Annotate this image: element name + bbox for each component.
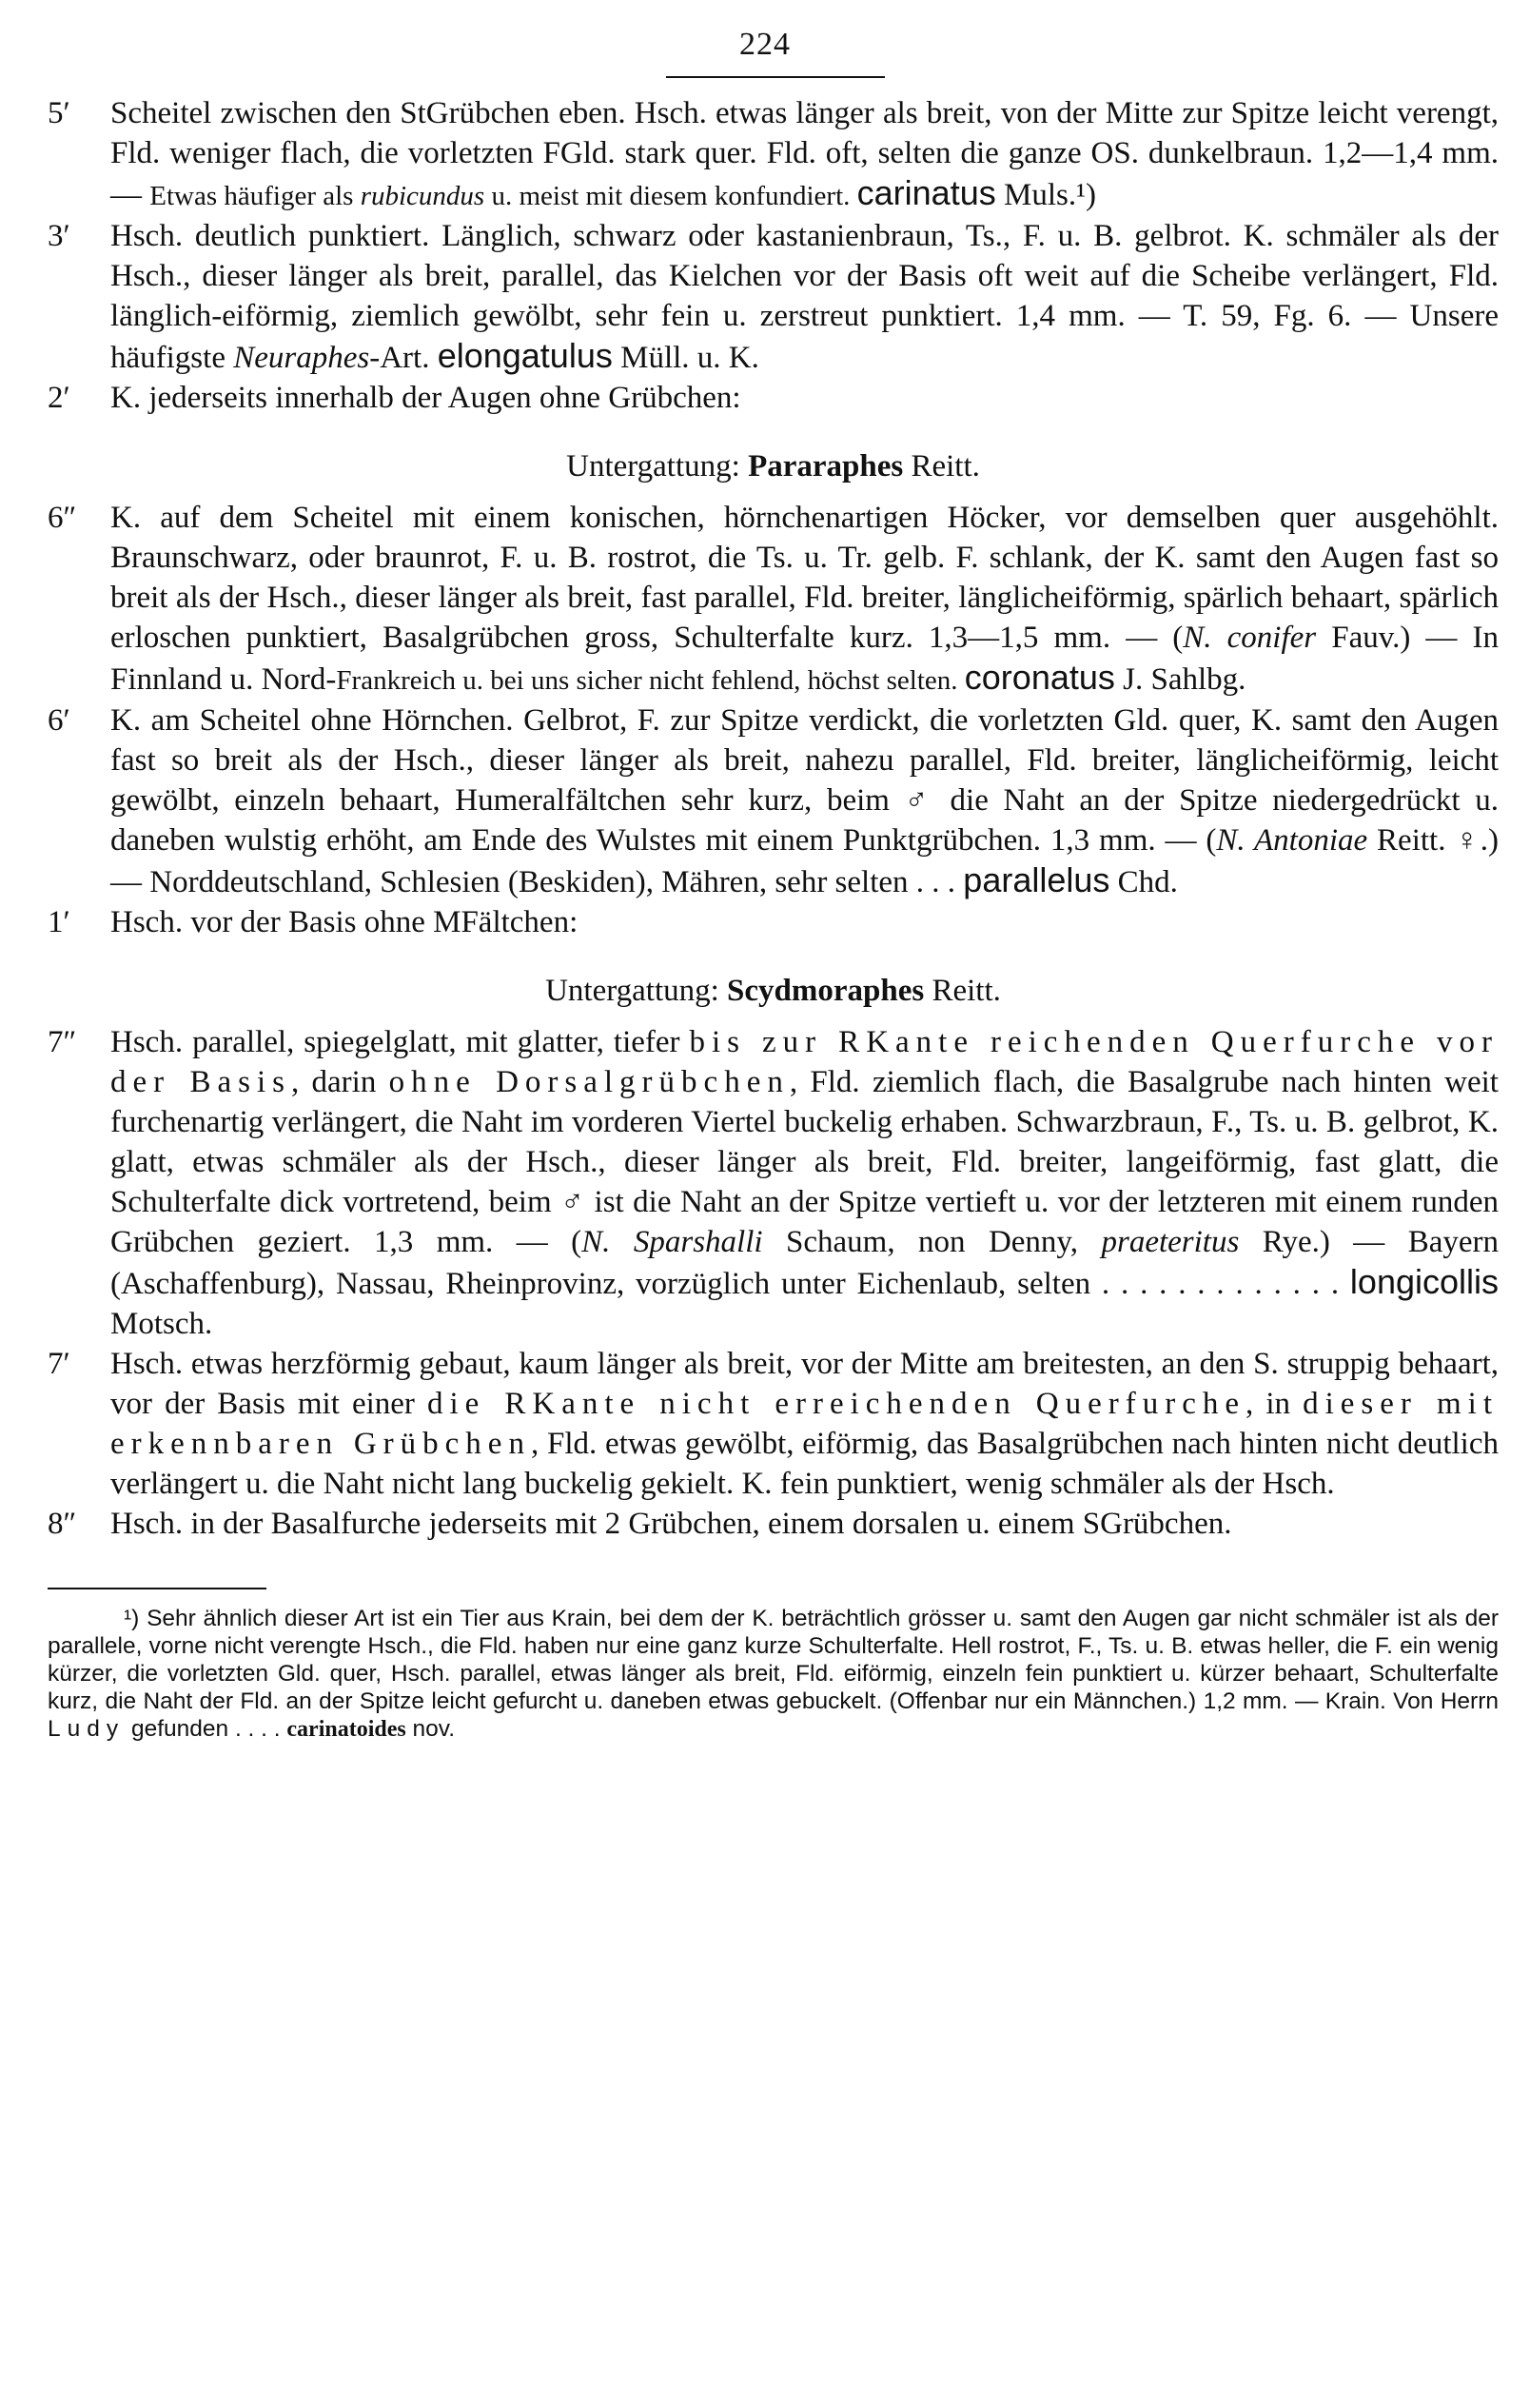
key-entry — [48, 93, 1499, 216]
subgenus-prefix: Untergattung: — [545, 974, 728, 1008]
footnote-text: Sehr ähnlich dieser Art ist ein Tier aus Krain, bei dem der K. beträchtlich grösser u. samt den Augen gar nicht schmäler ist als der parallele, vorne nicht verengte Hsch., die Fld. haben nur eine ganz kurze Schulterfalte. Hell rostrot, F., Ts. u. B. etwas heller, die F. ein wenig kürzer, die vorletzten Gld. quer, Hsch. parallel, etwas länger als breit, Fld. eiförmig, einzeln fein punktiert u. kürzer behaart, Schulterfalte kurz, die Naht der Fld. an der Spitze leicht gefurcht u. daneben etwas gebuckelt. (Offenbar nur ein Männchen.) 1,2 mm. — Krain. Von Herrn — [48, 1606, 1499, 1714]
key-entry — [48, 498, 1499, 701]
text-run: praeteritus — [1101, 1225, 1240, 1259]
couplet-marker: 6″ — [48, 501, 77, 535]
key-entry — [48, 216, 1499, 378]
text-run: N. Sparshalli — [581, 1225, 763, 1259]
footnote-mark: ¹) — [124, 1606, 140, 1631]
couplet-marker: 8″ — [48, 1507, 77, 1541]
text-run: Etwas häufiger als — [149, 181, 361, 211]
text-run: Reitt. ♀.) — Norddeutschland, Schlesien (Beskiden), Mähren, sehr selten . . . — [110, 823, 1499, 899]
text-run: rubicundus — [360, 181, 485, 211]
text-run: Muls. — [995, 178, 1077, 212]
subgenus-heading-pararaphes — [48, 446, 1499, 486]
species-name: carinatus — [856, 173, 996, 212]
key-entry — [48, 902, 1499, 942]
subgenus-author: Reitt. — [924, 974, 1001, 1008]
couplet-marker: 2′ — [48, 381, 70, 415]
couplet-marker: 7′ — [48, 1347, 70, 1381]
text-run: Neuraphes — [233, 341, 370, 375]
footnote-author: nov. — [405, 1716, 456, 1742]
key-entry — [48, 1022, 1499, 1344]
text-run: , Fld. etwas gewölbt, eiförmig, das Basalgrübchen nach hinten nicht deutlich verlängert u. die Naht nicht lang buckelig gekielt. K. fein punktiert, wenig schmäler als der Hsch. — [110, 1427, 1499, 1501]
footnote-finder: Ludy — [48, 1716, 126, 1742]
subgenus-prefix: Untergattung: — [566, 449, 749, 484]
entry-text — [110, 378, 1499, 418]
entry-text — [110, 93, 1499, 216]
text-run: K. am Scheitel ohne Hörnchen. Gelbrot, F. zur Spitze verdickt, die vorletzten Gld. quer, K. samt den Augen fast so breit als der Hsch., dieser länger als breit, nahezu parallel, Fld. breiter, länglicheiförmig, leicht gewölbt, einzeln behaart, Humeralfältchen sehr kurz, beim ♂ die Naht an der Spitze niedergedrückt u. daneben wulstig erhöht, am Ende des Wulstes mit einem Punktgrübchen. 1,3 mm. — ( — [110, 703, 1499, 858]
subgenus-author: Reitt. — [903, 449, 980, 484]
text-run: Fauv.) — In Finnland u. Nord- — [110, 621, 1499, 697]
footnote-rule — [48, 1588, 266, 1589]
text-run: N. Antoniae — [1216, 823, 1368, 858]
subgenus-heading-scydmoraphes — [48, 971, 1499, 1011]
text-run: Motsch. — [110, 1307, 213, 1341]
text-run: Frankreich u. bei uns sicher nicht fehlend, höchst selten. — [336, 665, 965, 696]
text-run: Müll. u. K. — [612, 341, 759, 375]
text-run: Scheitel zwischen den StGrübchen eben. Hsch. etwas länger als breit, von der Mitte zur Spitze leicht verengt, Fld. weniger flach, die vorletzten FGld. stark quer. Fld. oft, selten die ganze OS. dunkelbraun. 1,2—1,4 mm. — — [110, 96, 1499, 212]
text-run: , darin — [290, 1065, 389, 1099]
species-name: coronatus — [964, 658, 1115, 697]
couplet-marker: 5′ — [48, 96, 70, 130]
text-run: -Art. — [369, 341, 438, 375]
key-entry — [48, 701, 1499, 902]
footnote — [48, 1605, 1499, 1744]
entry-text — [110, 701, 1499, 902]
text-run: Hsch. in der Basalfurche jederseits mit 2 Grübchen, einem dorsalen u. einem SGrübchen. — [110, 1507, 1232, 1541]
key-entries-block — [48, 498, 1499, 942]
entry-text — [110, 1504, 1499, 1544]
subgenus-name: Pararaphes — [748, 449, 904, 484]
couplet-marker: 1′ — [48, 905, 70, 939]
header-rule — [666, 76, 885, 78]
text-run: ohne Dorsalgrübchen — [388, 1065, 790, 1099]
footnote-species: carinatoides — [286, 1717, 406, 1742]
text-run: Schaum, non Denny, — [762, 1225, 1102, 1259]
subgenus-name: Scydmoraphes — [727, 974, 925, 1008]
entry-text — [110, 902, 1499, 942]
entry-text — [110, 1022, 1499, 1344]
text-run: , Fld. ziemlich flach, die Basalgrube nach hinten weit furchenartig verlängert, die Naht im vorderen Viertel buckelig erhaben. Schwarzbraun, F., Ts. u. B. gelbrot, K. glatt, etwas schmäler als der Hsch., dieser länger als breit, Fld. breiter, langeiförmig, fast glatt, die Schulterfalte dick vortretend, beim ♂ ist die Naht an der Spitze vertieft u. vor der letzteren mit einem runden Grübchen geziert. 1,3 mm. — ( — [110, 1065, 1499, 1259]
text-run: Hsch. deutlich punktiert. Länglich, schwarz oder kastanienbraun, Ts., F. u. B. gelbrot. K. schmäler als der Hsch., dieser länger als breit, parallel, das Kielchen vor der Basis oft weit auf die Scheibe verlängert, Fld. länglich-eiförmig, ziemlich gewölbt, sehr fein u. zerstreut punktiert. 1,4 mm. — T. 59, Fg. 6. — Unsere häufigste — [110, 219, 1499, 375]
key-text — [48, 93, 1499, 1744]
text-run: Hsch. etwas herzförmig gebaut, kaum länger als breit, vor der Mitte am breitesten, an den S. struppig behaart, vor der Basis mit einer — [110, 1347, 1499, 1421]
text-run: Hsch. vor der Basis ohne MFältchen: — [110, 905, 579, 939]
entry-text — [110, 216, 1499, 378]
text-run: Chd. — [1109, 865, 1178, 899]
text-run: , in — [1246, 1387, 1304, 1421]
text-run: bis zur RKante reichenden Querfurche vor der Basis — [110, 1025, 1499, 1099]
text-run: Rye.) — Bayern (Aschaffenburg), Nassau, Rheinprovinz, vorzüglich unter Eichenlaub, selten . . . . . . . . . . . . . — [110, 1225, 1500, 1301]
key-entry — [48, 378, 1499, 418]
key-entries-block — [48, 1022, 1499, 1544]
footnote-text-after: gefunden . . . . — [125, 1716, 287, 1742]
couplet-marker: 6′ — [48, 703, 70, 738]
text-run: ¹) — [1076, 178, 1096, 212]
text-run: K. jederseits innerhalb der Augen ohne Grübchen: — [110, 381, 741, 415]
species-name: elongatulus — [437, 336, 613, 375]
text-run: dieser mit erkennbaren Grübchen — [110, 1387, 1499, 1461]
text-run: K. auf dem Scheitel mit einem konischen, hörnchenartigen Höcker, vor demselben quer ausgehöhlt. Braunschwarz, oder braunrot, F. u. B. rostrot, die Ts. u. Tr. gelb. F. schlank, der K. samt den Augen fast so breit als der Hsch., dieser länger als breit, fast parallel, Fld. breiter, länglicheiförmig, spärlich behaart, spärlich erloschen punktiert, Basalgrübchen gross, Schulterfalte kurz. 1,3—1,5 mm. — ( — [110, 501, 1499, 655]
text-run: die RKante nicht erreichenden Querfurche — [426, 1387, 1246, 1421]
key-entry — [48, 1504, 1499, 1544]
couplet-marker: 7″ — [48, 1025, 77, 1059]
species-name: longicollis — [1349, 1262, 1499, 1301]
entry-text — [110, 498, 1499, 701]
text-run: Hsch. parallel, spiegelglatt, mit glatter, tiefer — [110, 1025, 690, 1059]
species-name: parallelus — [963, 860, 1110, 899]
text-run: u. meist mit diesem konfundiert. — [484, 181, 857, 211]
page-number: 224 — [739, 27, 791, 62]
text-run: J. Sahlbg. — [1114, 662, 1246, 697]
couplet-marker: 3′ — [48, 219, 70, 253]
key-entries-block — [48, 93, 1499, 418]
entry-text — [110, 1344, 1499, 1504]
key-entry — [48, 1344, 1499, 1504]
text-run: N. conifer — [1183, 621, 1317, 655]
